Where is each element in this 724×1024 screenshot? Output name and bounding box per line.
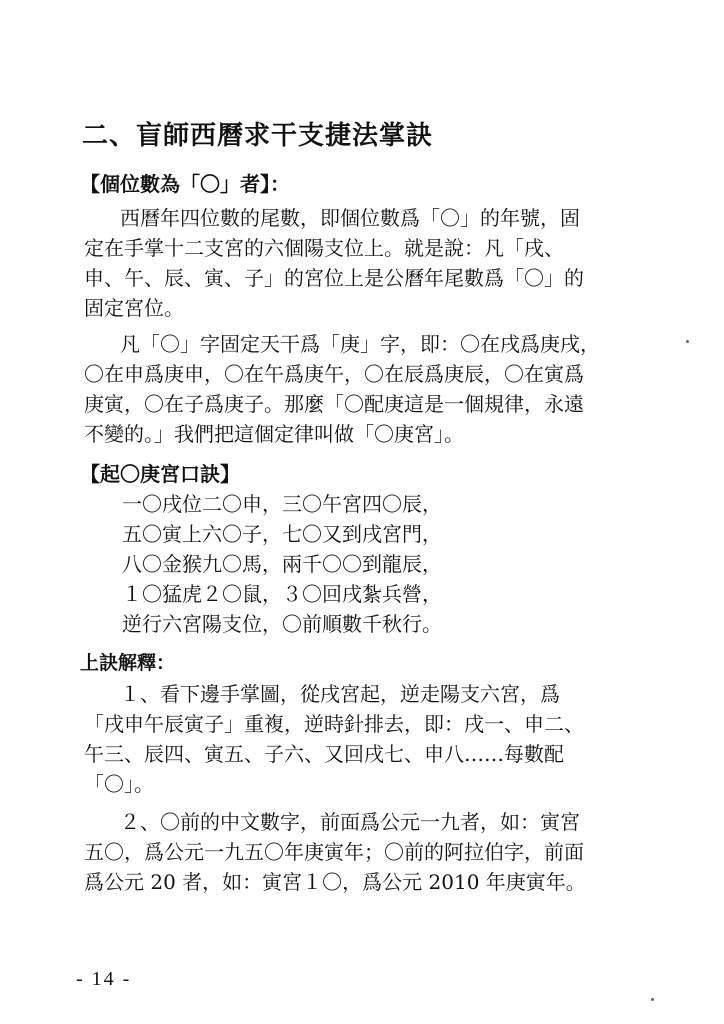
paragraph-line: 庚寅，〇在子爲庚子。那麼「〇配庚這是一個規律，永遠 bbox=[84, 392, 584, 416]
paragraph-line: 「戌申午辰寅子」重複，逆時針排去，即：戌一、申二、 bbox=[84, 712, 584, 736]
section-title-explanation: 上訣解釋： bbox=[80, 652, 176, 674]
paragraph-line: １、看下邊手掌圖，從戌宮起，逆走陽支六宮，爲 bbox=[120, 682, 560, 706]
verse-line: １〇猛虎２〇鼠，３〇回戌紮兵營， bbox=[122, 582, 442, 606]
paragraph-line: 定在手掌十二支宮的六個陽支位上。就是說：凡「戌、 bbox=[84, 236, 564, 260]
paragraph-line: 凡「〇」字固定天干爲「庚」字，即：〇在戌爲庚戌， bbox=[120, 332, 600, 356]
paragraph-line: 固定宮位。 bbox=[84, 296, 184, 320]
verse-line: 五〇寅上六〇子，七〇又到戌宮門， bbox=[122, 522, 442, 546]
paragraph-line: ２、〇前的中文數字，前面爲公元一九者，如：寅宮 bbox=[120, 810, 580, 834]
verse-line: 一〇戌位二〇申，三〇午宮四〇辰， bbox=[122, 492, 442, 516]
paragraph-line: 〇在申爲庚申，〇在午爲庚午，〇在辰爲庚辰，〇在寅爲 bbox=[84, 362, 584, 386]
verse-line: 逆行六宮陽支位，〇前順數千秋行。 bbox=[122, 612, 442, 636]
paragraph-line: 西曆年四位數的尾數，即個位數爲「〇」的年號，固 bbox=[120, 206, 580, 230]
scan-speck bbox=[686, 340, 689, 343]
paragraph-line: 五〇，爲公元一九五〇年庚寅年；〇前的阿拉伯字，前面 bbox=[84, 840, 584, 864]
paragraph-line: 「〇」。 bbox=[84, 772, 154, 796]
paragraph-line: 不變的。」我們把這個定律叫做「〇庚宮」。 bbox=[84, 422, 464, 446]
paragraph-line: 申、午、辰、寅、子」的宮位上是公曆年尾數爲「〇」的 bbox=[84, 266, 584, 290]
scan-speck bbox=[651, 998, 654, 1001]
paragraph-line: 爲公元 20 者，如：寅宮１〇，爲公元 2010 年庚寅年。 bbox=[84, 870, 586, 894]
verse-line: 八〇金猴九〇馬，兩千〇〇到龍辰， bbox=[122, 552, 442, 576]
paragraph-line: 午三、辰四、寅五、子六、又回戌七、申八……每數配 bbox=[84, 742, 564, 766]
section-title-mnemonic: 【起〇庚宮口訣】 bbox=[80, 462, 240, 486]
section-title-zero-years: 【個位數為「〇」者】： bbox=[80, 172, 290, 196]
chapter-heading: 二、盲師西曆求干支捷法掌訣 bbox=[82, 121, 434, 151]
page-number: - 14 - bbox=[76, 968, 132, 990]
